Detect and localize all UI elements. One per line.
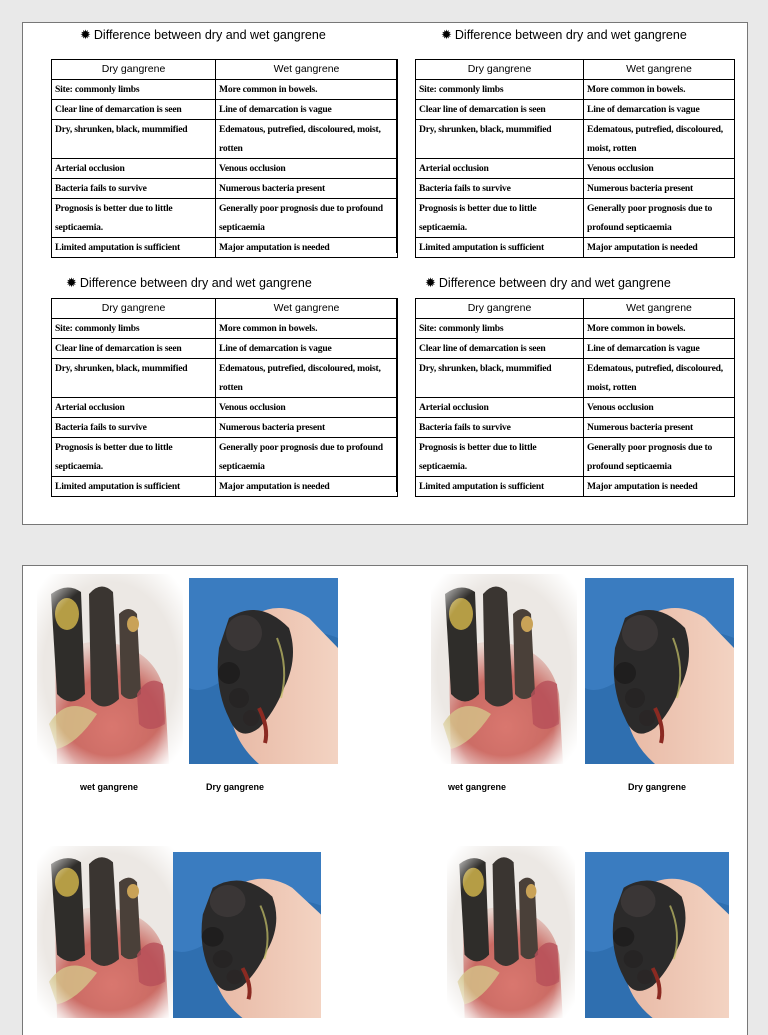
table-cell: Site: commonly limbs (52, 319, 216, 339)
table-cell: Limited amputation is sufficient (52, 477, 216, 497)
table-cell: Site: commonly limbs (416, 319, 584, 339)
table-row (52, 438, 398, 477)
table-row (416, 199, 735, 238)
dry-gangrene-photo (189, 578, 338, 764)
table-row (52, 159, 398, 179)
table-row (416, 319, 735, 339)
header-dry: Dry gangrene (416, 299, 584, 319)
header-wet: Wet gangrene (584, 299, 735, 319)
table-cell: Numerous bacteria present (584, 179, 735, 199)
wet-gangrene-caption: wet gangrene (80, 782, 139, 792)
table-cell: Venous occlusion (584, 398, 735, 418)
table-cell: Prognosis is better due to little septicaemia. (416, 438, 584, 477)
table-cell: Arterial occlusion (52, 159, 216, 179)
header-wet: Wet gangrene (216, 299, 398, 319)
table-cell: More common in bowels. (584, 80, 735, 100)
table-row (416, 80, 735, 100)
table-row (416, 359, 735, 398)
table-row (416, 339, 735, 359)
header-wet: Wet gangrene (584, 60, 735, 80)
header-dry: Dry gangrene (52, 299, 216, 319)
table-cell: Arterial occlusion (416, 398, 584, 418)
dry-gangrene-photo (585, 578, 734, 764)
wet-gangrene-illustration (431, 574, 577, 764)
wet-gangrene-caption: wet gangrene (448, 782, 507, 792)
dry-gangrene-caption: Dry gangrene (628, 782, 687, 792)
table-cell: Arterial occlusion (416, 159, 584, 179)
table-row (416, 120, 735, 159)
table-gap-column (396, 59, 416, 253)
table-cell: Major amputation is needed (584, 238, 735, 258)
table-cell: Numerous bacteria present (584, 418, 735, 438)
wet-gangrene-illustration (447, 846, 575, 1018)
table-cell: Bacteria fails to survive (52, 418, 216, 438)
table-row (416, 159, 735, 179)
table-row (416, 100, 735, 120)
gangrene-comparison-table (51, 298, 398, 497)
wet-gangrene-photo (447, 846, 575, 1018)
table-cell: Limited amputation is sufficient (416, 238, 584, 258)
table-cell: Dry, shrunken, black, mummified (416, 359, 584, 398)
table-row (52, 100, 398, 120)
dry-gangrene-photo (173, 852, 321, 1018)
table-row (52, 319, 398, 339)
table-cell: Venous occlusion (216, 398, 398, 418)
gangrene-comparison-table (51, 59, 398, 258)
dry-gangrene-illustration (585, 578, 734, 764)
table-cell: Dry, shrunken, black, mummified (52, 359, 216, 398)
table-cell: Venous occlusion (584, 159, 735, 179)
table-cell: Major amputation is needed (216, 477, 398, 497)
table-cell: Limited amputation is sufficient (416, 477, 584, 497)
table-cell: Clear line of demarcation is seen (416, 339, 584, 359)
table-title: ✹ Difference between dry and wet gangrene (66, 275, 312, 290)
table-row (52, 80, 398, 100)
table-row (416, 477, 735, 497)
table-cell: Dry, shrunken, black, mummified (416, 120, 584, 159)
table-cell: Generally poor prognosis due to profound septicaemia (584, 199, 735, 238)
header-dry: Dry gangrene (416, 60, 584, 80)
asterisk-icon: ✹ (441, 27, 452, 42)
dry-gangrene-photo (585, 852, 729, 1018)
table-row (416, 179, 735, 199)
table-row (416, 438, 735, 477)
table-cell: Edematous, putrefied, discoloured, moist, rotten (584, 359, 735, 398)
table-header-row (416, 60, 735, 80)
table-cell: Major amputation is needed (584, 477, 735, 497)
table-cell: Clear line of demarcation is seen (416, 100, 584, 120)
table-cell: Edematous, putrefied, discoloured, moist, rotten (216, 120, 398, 159)
table-header-row (52, 299, 398, 319)
table-row (416, 418, 735, 438)
table-cell: Bacteria fails to survive (52, 179, 216, 199)
table-cell: Generally poor prognosis due to profound septicaemia (584, 438, 735, 477)
table-row (52, 238, 398, 258)
header-wet: Wet gangrene (216, 60, 398, 80)
table-row (52, 120, 398, 159)
table-cell: More common in bowels. (584, 319, 735, 339)
asterisk-icon: ✹ (80, 27, 91, 42)
wet-gangrene-photo (431, 574, 577, 764)
table-cell: Dry, shrunken, black, mummified (52, 120, 216, 159)
table-cell: Clear line of demarcation is seen (52, 100, 216, 120)
table-cell: Numerous bacteria present (216, 418, 398, 438)
photos-sheet (22, 565, 748, 1035)
dry-gangrene-illustration (173, 852, 321, 1018)
asterisk-icon: ✹ (66, 275, 77, 290)
table-row (52, 418, 398, 438)
wet-gangrene-illustration (37, 846, 183, 1018)
table-row (52, 398, 398, 418)
table-cell: More common in bowels. (216, 319, 398, 339)
asterisk-icon: ✹ (425, 275, 436, 290)
table-title: ✹ Difference between dry and wet gangrene (441, 27, 687, 42)
table-cell: Site: commonly limbs (416, 80, 584, 100)
header-dry: Dry gangrene (52, 60, 216, 80)
wet-gangrene-photo (37, 846, 183, 1018)
tables-sheet (22, 22, 748, 525)
table-cell: Venous occlusion (216, 159, 398, 179)
table-row (416, 238, 735, 258)
table-cell: Generally poor prognosis due to profound septicaemia (216, 438, 398, 477)
dry-gangrene-caption: Dry gangrene (206, 782, 265, 792)
table-cell: Prognosis is better due to little septicaemia. (52, 438, 216, 477)
table-row (52, 199, 398, 238)
table-row (416, 398, 735, 418)
wet-gangrene-illustration (37, 574, 183, 764)
gangrene-comparison-table (415, 298, 735, 497)
table-cell: Bacteria fails to survive (416, 418, 584, 438)
table-row (52, 359, 398, 398)
table-cell: Site: commonly limbs (52, 80, 216, 100)
table-cell: More common in bowels. (216, 80, 398, 100)
table-cell: Line of demarcation is vague (584, 100, 735, 120)
table-cell: Limited amputation is sufficient (52, 238, 216, 258)
table-gap-column (396, 298, 416, 492)
table-cell: Prognosis is better due to little septicaemia. (52, 199, 216, 238)
table-title: ✹ Difference between dry and wet gangrene (80, 27, 326, 42)
table-row (52, 339, 398, 359)
table-cell: Edematous, putrefied, discoloured, moist, rotten (216, 359, 398, 398)
table-cell: Bacteria fails to survive (416, 179, 584, 199)
dry-gangrene-illustration (189, 578, 338, 764)
dry-gangrene-illustration (585, 852, 729, 1018)
table-cell: Line of demarcation is vague (216, 339, 398, 359)
gangrene-comparison-table (415, 59, 735, 258)
table-header-row (416, 299, 735, 319)
table-cell: Major amputation is needed (216, 238, 398, 258)
table-cell: Line of demarcation is vague (216, 100, 398, 120)
table-row (52, 477, 398, 497)
table-cell: Prognosis is better due to little septicaemia. (416, 199, 584, 238)
table-cell: Arterial occlusion (52, 398, 216, 418)
table-cell: Edematous, putrefied, discoloured, moist, rotten (584, 120, 735, 159)
table-cell: Clear line of demarcation is seen (52, 339, 216, 359)
table-cell: Generally poor prognosis due to profound septicaemia (216, 199, 398, 238)
table-cell: Numerous bacteria present (216, 179, 398, 199)
table-cell: Line of demarcation is vague (584, 339, 735, 359)
table-row (52, 179, 398, 199)
table-title: ✹ Difference between dry and wet gangrene (425, 275, 671, 290)
table-header-row (52, 60, 398, 80)
wet-gangrene-photo (37, 574, 183, 764)
